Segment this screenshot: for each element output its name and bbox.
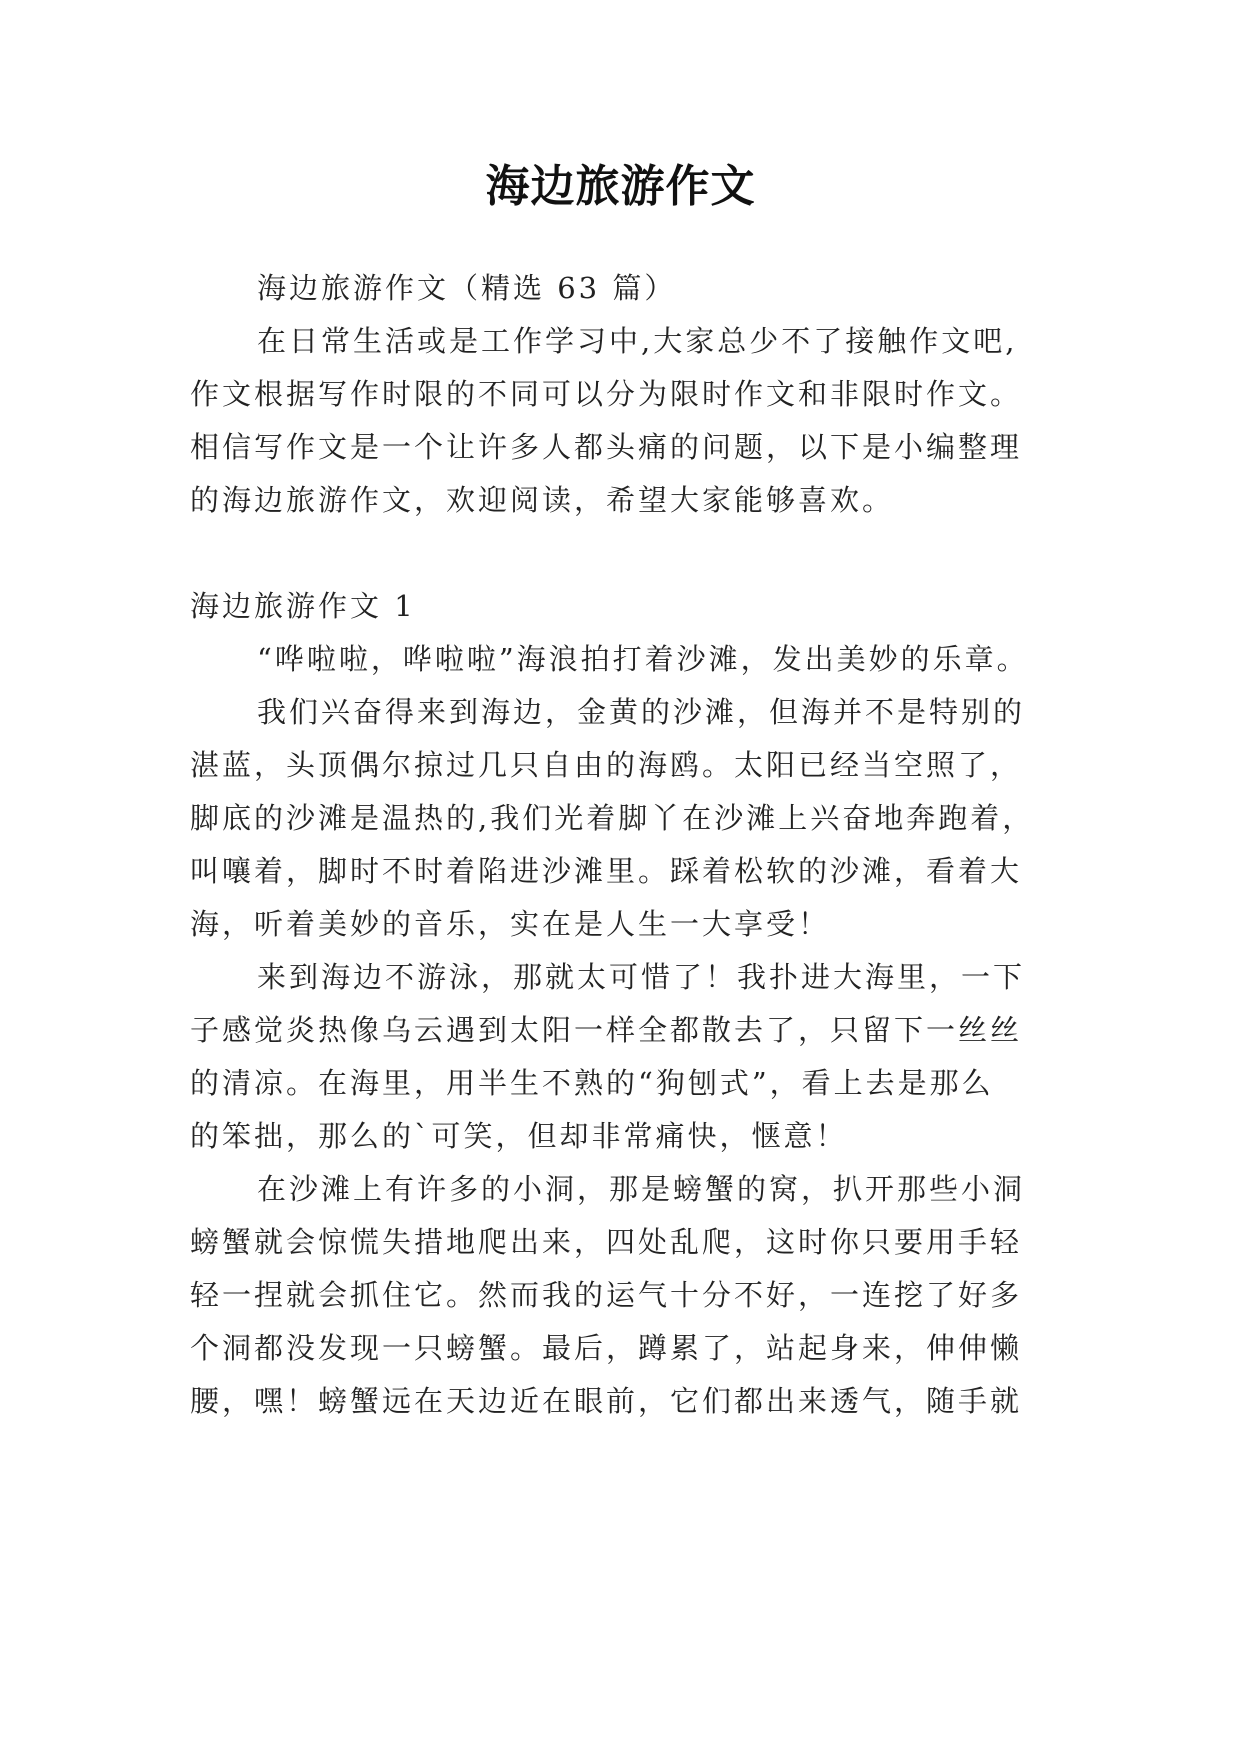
paragraph-line: 腰，嘿！螃蟹远在天边近在眼前，它们都出来透气，随手就 — [190, 1384, 1023, 1418]
paragraph-line: 脚底的沙滩是温热的,我们光着脚丫在沙滩上兴奋地奔跑着， — [190, 801, 1035, 835]
paragraph-line: 海，听着美妙的音乐，实在是人生一大享受！ — [190, 907, 831, 941]
paragraph-line: 湛蓝，头顶偶尔掠过几只自由的海鸥。太阳已经当空照了， — [190, 748, 1023, 782]
paragraph-line: 的笨拙，那么的`可笑，但却非常痛快，惬意！ — [190, 1119, 848, 1153]
intro-line: 作文根据写作时限的不同可以分为限时作文和非限时作文。 — [190, 377, 1023, 411]
paragraph-line: 来到海边不游泳，那就太可惜了！我扑进大海里，一下 — [257, 960, 1026, 994]
intro-line: 的海边旅游作文，欢迎阅读，希望大家能够喜欢。 — [190, 483, 895, 517]
paragraph-line: 的清凉。在海里，用半生不熟的“狗刨式”，看上去是那么 — [190, 1066, 994, 1100]
paragraph-line: 螃蟹就会惊慌失措地爬出来，四处乱爬，这时你只要用手轻 — [190, 1225, 1023, 1259]
paragraph-line: 在沙滩上有许多的小洞，那是螃蟹的窝，扒开那些小洞 — [257, 1172, 1026, 1206]
intro-line: 相信写作文是一个让许多人都头痛的问题，以下是小编整理 — [190, 430, 1023, 464]
paragraph-line: 叫嚷着，脚时不时着陷进沙滩里。踩着松软的沙滩，看着大 — [190, 854, 1023, 888]
section-heading: 海边旅游作文 1 — [190, 589, 416, 623]
document-title: 海边旅游作文 — [485, 161, 756, 212]
paragraph-line: 子感觉炎热像乌云遇到太阳一样全都散去了，只留下一丝丝 — [190, 1013, 1023, 1047]
intro-line: 在日常生活或是工作学习中,大家总少不了接触作文吧, — [257, 324, 1018, 358]
paragraph-line: “哗啦啦，哗啦啦”海浪拍打着沙滩，发出美妙的乐章。 — [257, 642, 1029, 676]
paragraph-line: 个洞都没发现一只螃蟹。最后，蹲累了，站起身来，伸伸懒 — [190, 1331, 1023, 1365]
paragraph-line: 我们兴奋得来到海边，金黄的沙滩，但海并不是特别的 — [257, 695, 1026, 729]
paragraph-line: 轻一捏就会抓住它。然而我的运气十分不好，一连挖了好多 — [190, 1278, 1023, 1312]
subtitle-line: 海边旅游作文（精选 63 篇） — [257, 271, 677, 305]
